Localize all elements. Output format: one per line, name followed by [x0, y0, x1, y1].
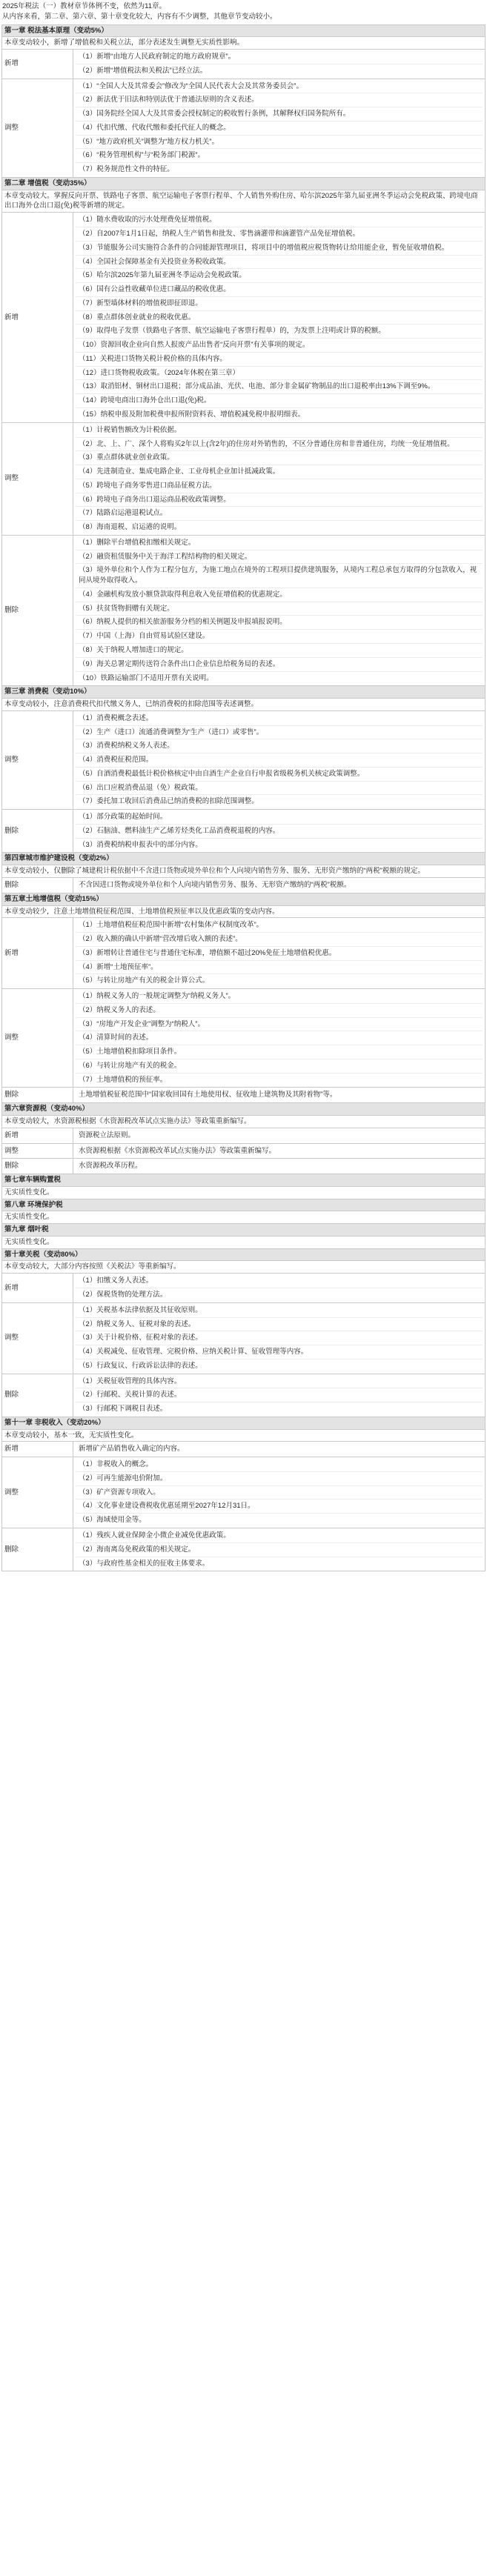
chapter-title: 第八章 环境保护税	[2, 1199, 486, 1211]
chapter-title-row	[2, 177, 486, 190]
chapter-summary-row	[2, 905, 486, 918]
chapter-summary: 本章变动较小，基本一致，无实质性变化。	[2, 1429, 486, 1442]
change-item: （3）重点群体就业创业政策。	[76, 451, 483, 465]
change-type-label: 调整	[2, 1143, 73, 1159]
change-item: （1）扣缴义务人表述。	[76, 1274, 483, 1288]
chapter-summary-row	[2, 699, 486, 711]
change-row	[2, 422, 486, 535]
change-item: （3）国务院经全国人大及其常委会授权制定的税收暂行条例，其解释权归国务院所有。	[76, 107, 483, 122]
change-items	[73, 213, 486, 422]
change-item: （4）文化事业建设费税收优惠延期至2027年12月31日。	[76, 1500, 483, 1514]
changes-table	[1, 24, 486, 1572]
change-item: （5）自酒消费税最低计税价格核定中由自酒生产企业自行申报省级税务机关核定政策调整。	[76, 768, 483, 782]
change-row	[2, 79, 486, 177]
chapter-title: 第二章 增值税（变动35%）	[2, 177, 486, 190]
chapter-summary: 无实质性变化。	[2, 1236, 486, 1248]
chapter-title-row	[2, 853, 486, 865]
change-row	[2, 1159, 486, 1174]
change-row	[2, 1274, 486, 1303]
change-item: （4）消费税征税范围。	[76, 753, 483, 768]
change-item: （5）与转让房地产有关的税金计算公式。	[79, 976, 210, 985]
chapter-title: 第七章车辆购置税	[2, 1174, 486, 1187]
chapter-title: 第十章关税（变动80%）	[2, 1248, 486, 1261]
change-item: 水资源税改革历程。	[79, 1162, 142, 1171]
change-items	[73, 50, 486, 79]
change-type-label: 删除	[2, 878, 73, 893]
chapter-summary-row	[2, 1261, 486, 1274]
change-items	[73, 989, 486, 1088]
change-items	[73, 878, 486, 893]
change-item: （11）关税进口货物关税计税价格的具体内容。	[76, 353, 483, 367]
change-item: （2）纳税义务人、征税对象的表述。	[76, 1318, 483, 1332]
change-item: （6）出口应税消费品退（免）税政策。	[76, 782, 483, 796]
change-item: （3）与政府性基金相关的征收主体要求。	[79, 1559, 210, 1568]
change-row	[2, 710, 486, 809]
change-item: （5）海域使用金等。	[79, 1516, 146, 1525]
change-items	[73, 1088, 486, 1103]
change-item: （4）关税减免、征收管理、完税价格、应纳关税计算、征收管理等内容。	[76, 1345, 483, 1359]
chapter-title: 第六章资源税（变动40%）	[2, 1103, 486, 1116]
chapter-title-row	[2, 893, 486, 905]
chapter-summary-row	[2, 1211, 486, 1224]
change-row	[2, 878, 486, 893]
change-item: （7）中国（上海）自由贸易试验区建设。	[76, 630, 483, 644]
change-items	[73, 1374, 486, 1417]
chapter-title-row	[2, 1174, 486, 1187]
chapter-summary-row	[2, 37, 486, 50]
change-item: （3）新增转让普通住宅与普通住宅标准，增值额不超过20%免征土地增值税优惠。	[76, 947, 483, 961]
chapter-title: 第三章 消费税（变动10%）	[2, 686, 486, 699]
change-row	[2, 1143, 486, 1159]
change-type-label: 调整	[2, 422, 73, 535]
change-item: （6）国有公益性收藏单位进口藏品的税收优惠。	[76, 283, 483, 297]
change-type-label: 新增	[2, 1128, 73, 1143]
change-item: （2）海南离岛免税政策的相关规定。	[76, 1543, 483, 1557]
change-item: 不含因进口货物或境外单位和个人向境内销售劳务、服务、无形资产缴纳的“两税”税额。	[79, 881, 351, 889]
change-item: （1）纳税义务人的一般规定调整为“纳税义务人”。	[76, 990, 483, 1004]
change-item: （2）融资租赁服务中关于海洋工程结构物的相关规定。	[76, 550, 483, 565]
change-row	[2, 1302, 486, 1374]
change-item: （3）行邮税下调税目表述。	[79, 1405, 168, 1414]
change-item: 土地增值税征税范围中“国家收回国有土地使用权、征收地上建筑物及其附着物”等。	[79, 1091, 337, 1099]
change-item: （2）北、上、广、深个人将购买2年以上(含2年)的住房对外销售的，不区分普通住房和非普通住房，均统一免征增值税。	[76, 438, 483, 452]
chapter-title-row	[2, 1103, 486, 1116]
change-item: 水资源税根据《水资源税改革试点实施办法》等政策重新编写。	[79, 1146, 276, 1155]
change-item: （3）消费税纳税申报表中的部分内容。	[79, 840, 202, 849]
change-items	[73, 1528, 486, 1571]
change-item: （6）与转让房地产有关的税金。	[76, 1059, 483, 1074]
change-row	[2, 989, 486, 1088]
change-items	[73, 1442, 486, 1457]
change-items	[73, 79, 486, 177]
change-item: （4）清算时间的表述。	[76, 1031, 483, 1045]
chapter-summary-row	[2, 1186, 486, 1199]
chapter-summary: 本章变动较小，仅删除了城建税计税依据中不含进口货物或境外单位和个人向境内销售劳务、服务、无形资产缴纳的“两税”税额的规定。	[2, 865, 486, 878]
change-item: （13）取消铝材、铜材出口退税；部分成品油、光伏、电池、部分非金属矿物制品的出口退税率由13%下调至9%。	[76, 380, 483, 394]
change-item: （2）可再生能源电价附加。	[76, 1472, 483, 1486]
change-item: （3）“房地产开发企业”调整为“纳税人”。	[76, 1018, 483, 1032]
intro	[0, 0, 487, 24]
chapter-title-row	[2, 24, 486, 37]
change-row	[2, 810, 486, 853]
change-items	[73, 1302, 486, 1374]
change-item: （2）自2007年1月1日起，纳税人生产销售和批发、零售滴灌带和滴灌管产品免征增值税。	[76, 227, 483, 242]
change-item: 资源税立法原则。	[79, 1131, 136, 1139]
change-item: （4）新增“土地预征率”。	[76, 961, 483, 975]
change-items	[73, 422, 486, 535]
change-type-label: 删除	[2, 1159, 73, 1174]
change-row	[2, 1128, 486, 1143]
change-type-label: 新增	[2, 1442, 73, 1457]
change-item: （5）“地方政府机关”调整为“地方权力机关”。	[76, 136, 483, 150]
change-item: （14）跨境电商出口海外仓出口退(免)税。	[76, 394, 483, 408]
change-item: （1）新增“由地方人民政府制定的地方政府规章”。	[76, 50, 483, 64]
change-type-label: 调整	[2, 1302, 73, 1374]
change-type-label: 新增	[2, 918, 73, 989]
change-item: （3）关于计税价格、征税对象的表述。	[76, 1331, 483, 1345]
change-item: （1）关税基本法律依据及其征收原则。	[76, 1304, 483, 1318]
chapter-summary: 本章变动较小，新增了增值税和关税立法，部分表述发生调整无实质性影响。	[2, 37, 486, 50]
chapter-title: 第十一章 非税收入（变动20%）	[2, 1417, 486, 1429]
change-item: （6）跨境电子商务出口退运商品税收政策调整。	[76, 493, 483, 507]
change-item: （5）扶贫货物捐赠有关规定。	[76, 602, 483, 616]
change-item: （7）委托加工收回后消费品已纳消费税的扣除范围调整。	[79, 797, 259, 806]
chapter-title-row	[2, 1417, 486, 1429]
change-type-label: 删除	[2, 810, 73, 853]
change-item: （1）关税征收管理的具体内容。	[76, 1375, 483, 1389]
change-item: （1）随水费收取的污水处理费免征增值税。	[76, 213, 483, 227]
change-item: （9）海关总署定期传送符合条件出口企业信息给税务局的表述。	[76, 658, 483, 672]
change-item: （7）新型墙体材料的增值税即征即退。	[76, 297, 483, 311]
chapter-title: 第一章 税法基本原理（变动5%）	[2, 24, 486, 37]
changes-table-body	[2, 24, 486, 1571]
chapter-title-row	[2, 1224, 486, 1237]
chapter-summary: 无实质性变化。	[2, 1186, 486, 1199]
change-type-label: 新增	[2, 213, 73, 422]
change-items	[73, 710, 486, 809]
change-items	[73, 918, 486, 989]
change-type-label: 删除	[2, 1528, 73, 1571]
change-row	[2, 535, 486, 685]
change-item: （1）残疾人就业保障金小微企业减免优惠政策。	[76, 1529, 483, 1543]
chapter-summary: 无实质性变化。	[2, 1211, 486, 1224]
change-item: （7）陆路启运港退税试点。	[76, 507, 483, 521]
change-item: （1）土地增值税征税范围中新增“农村集体产权制度改革”。	[76, 919, 483, 933]
change-row	[2, 1088, 486, 1103]
change-item: （1）“全国人大及其常委会”修改为“全国人民代表大会及其常务委员会”。	[76, 80, 483, 94]
chapter-summary-row	[2, 1236, 486, 1248]
change-item: （2）收入额的确认中新增“营改增后收入额的表述”。	[76, 933, 483, 947]
change-items	[73, 1143, 486, 1159]
change-type-label: 新增	[2, 50, 73, 79]
change-item: （10）资源回收企业向自然人报废产品出售者“反向开票”有关事项的规定。	[76, 339, 483, 353]
change-item: （8）重点群体创业就业的税收优惠。	[76, 311, 483, 325]
change-type-label: 删除	[2, 1088, 73, 1103]
change-items	[73, 535, 486, 685]
change-row	[2, 50, 486, 79]
change-row	[2, 1442, 486, 1457]
change-type-label: 调整	[2, 1457, 73, 1528]
change-item: （5）跨境电子商务零售进口商品征税方法。	[76, 479, 483, 493]
change-item: （4）先进制造业、集成电路企业、工业母机企业加计抵减政策。	[76, 465, 483, 479]
change-item: （7）税务规范性文件的特征。	[79, 165, 174, 174]
change-row	[2, 213, 486, 422]
change-row	[2, 1374, 486, 1417]
change-item: （1）部分政策的起始时间。	[76, 811, 483, 825]
change-item: （2）保税货物的处理方法。	[79, 1290, 168, 1299]
chapter-summary: 本章变动较大，水资源税根据《水资源税改革试点实施办法》等政策重新编写。	[2, 1116, 486, 1128]
change-item: （3）节能服务公司实施符合条件的合同能源管理项目，将项目中的增值税应税货物转让给用能企业，暂免征收增值税。	[76, 242, 483, 256]
chapter-title: 第四章城市维护建设税（变动2%）	[2, 853, 486, 865]
change-row	[2, 1528, 486, 1571]
change-item: （7）土地增值税的预征率。	[79, 1075, 168, 1084]
change-item: （5）行政复议、行政诉讼法律的表述。	[79, 1361, 202, 1370]
change-row	[2, 1457, 486, 1528]
change-item: （8）海南退税、启运港的说明。	[79, 523, 182, 532]
change-type-label: 新增	[2, 1274, 73, 1303]
chapter-summary-row	[2, 865, 486, 878]
change-type-label: 删除	[2, 535, 73, 685]
change-item: （9）取得电子发票（铁路电子客票、航空运输电子客票行程单）的，为发票上注明或计算的税额。	[76, 325, 483, 339]
change-type-label: 调整	[2, 989, 73, 1088]
change-item: （10）铁路运输部门不适用开票有关说明。	[79, 673, 213, 682]
change-item: （2）新法优于旧法和特别法优于普通法原则的含义表述。	[76, 93, 483, 107]
change-item: （2）行邮税、关税计算的表述。	[76, 1388, 483, 1402]
chapter-title: 第九章 烟叶税	[2, 1224, 486, 1237]
change-items	[73, 810, 486, 853]
change-item: （2）新增“增值税法和关税法”已经立法。	[79, 66, 208, 75]
change-item: （4）金融机构发放小额贷款取得利息收入免征增值税的优惠规定。	[76, 588, 483, 602]
intro-line-1: 2025年税法（一）教材章节体例不变，依然为11章。	[2, 2, 166, 10]
chapter-title-row	[2, 1199, 486, 1211]
change-item: （15）纳税申报及附加税费申报所附资料表、增值税减免税申报明细表。	[79, 410, 305, 419]
change-item: （2）纳税义务人的表述。	[76, 1004, 483, 1018]
chapter-summary: 本章变动较大，大部分内容按照《关税法》等重新编写。	[2, 1261, 486, 1274]
change-type-label: 调整	[2, 79, 73, 177]
chapter-title: 第五章土地增值税（变动15%）	[2, 893, 486, 905]
change-item: （8）关于纳税人增加进口的规定。	[76, 644, 483, 658]
chapter-summary: 本章变动较少，注意土地增值税征税范围、土地增值税预征率以及优惠政策的变动内容。	[2, 905, 486, 918]
change-item: （1）非税收入的概念。	[76, 1458, 483, 1472]
change-item: （1）消费税概念表述。	[76, 712, 483, 726]
chapter-summary-row	[2, 190, 486, 213]
change-items	[73, 1457, 486, 1528]
chapter-title-row	[2, 1248, 486, 1261]
change-item: （3）境外单位和个人作为工程分包方，为施工地点在境外的工程项目提供建筑服务，从境内工程总承包方取得的分包款收入，视同从境外取得收入。	[76, 564, 483, 588]
change-item: （5）哈尔滨2025年第九届亚洲冬季运动会免税政策。	[76, 269, 483, 283]
change-item: （3）消费税纳税义务人表述。	[76, 739, 483, 753]
chapter-summary-row	[2, 1429, 486, 1442]
change-type-label: 删除	[2, 1374, 73, 1417]
change-item: 新增矿产品销售收入确定的内容。	[79, 1445, 185, 1454]
change-item: （2）生产（进口）流通消费调整为“生产（进口）或零售”。	[76, 726, 483, 740]
change-item: （5）土地增值税扣除项目条件。	[76, 1045, 483, 1059]
change-row	[2, 918, 486, 989]
change-item: （4）代扣代缴、代收代缴和委托代征人的概念。	[76, 122, 483, 136]
chapter-summary: 本章变动较小，注意消费税代扣代缴义务人，已纳消费税的扣除范围等表述调整。	[2, 699, 486, 711]
intro-line-2: 从内容来看，第二章、第六章、第十章变化较大，内容有不少调整，其他章节变动较小。	[2, 12, 277, 21]
change-items	[73, 1128, 486, 1143]
change-item: （6）“税务管理机构”与“税务部门税源”。	[76, 149, 483, 163]
chapter-summary-row	[2, 1116, 486, 1128]
change-item: （2）石脑油、燃料油生产乙烯芳烃类化工品消费税退税的内容。	[76, 825, 483, 839]
change-item: （1）计税销售额改为计税依据。	[76, 424, 483, 438]
change-item: （1）删除平台增值税扣缴相关规定。	[76, 536, 483, 550]
change-items	[73, 1159, 486, 1174]
change-item: （12）进口货物税收政策。（2024年休税在第三章）	[76, 367, 483, 381]
chapter-title-row	[2, 686, 486, 699]
change-type-label: 调整	[2, 710, 73, 809]
change-items	[73, 1274, 486, 1303]
change-item: （4）全国社会保障基金有关投资业务税收政策。	[76, 256, 483, 270]
change-item: （3）矿产资源专项收入。	[76, 1486, 483, 1500]
chapter-summary: 本章变动较大。掌握反向开票、铁路电子客票、航空运输电子客票行程单、个人销售外购住房、哈尔滨2025年第九届亚洲冬季运动会免税政策、跨境电商出口海外仓出口退(免)税等新增的规定。	[2, 190, 486, 213]
change-item: （6）纳税人提供的相关旅游服务分档的相关例题及申报填报说明。	[76, 616, 483, 630]
